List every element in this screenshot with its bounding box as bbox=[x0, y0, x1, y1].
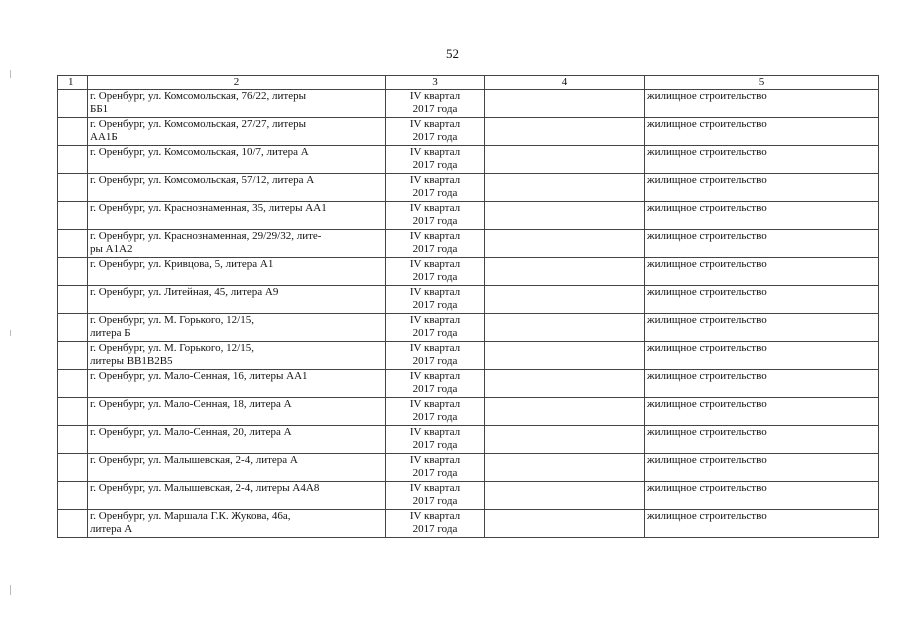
row-index-cell bbox=[58, 342, 88, 370]
address-line: г. Оренбург, ул. Малышевская, 2-4, литера А bbox=[90, 454, 298, 466]
date-line: IV квартал bbox=[409, 314, 461, 326]
row-index-cell bbox=[58, 482, 88, 510]
date-line: 2017 года bbox=[412, 495, 458, 507]
address-line: г. Оренбург, ул. Краснознаменная, 29/29/32, лите- bbox=[90, 230, 322, 242]
table-row bbox=[58, 370, 879, 398]
address-cell bbox=[88, 370, 386, 398]
date-cell bbox=[386, 286, 485, 314]
table-row bbox=[58, 146, 879, 174]
address-cell bbox=[88, 90, 386, 118]
empty-cell bbox=[485, 174, 645, 202]
date-line: IV квартал bbox=[409, 146, 461, 158]
date-line: 2017 года bbox=[412, 411, 458, 423]
purpose-cell: жилищное строительство bbox=[645, 370, 879, 398]
address-cell bbox=[88, 230, 386, 258]
date-line: 2017 года bbox=[412, 187, 458, 199]
table-row bbox=[58, 118, 879, 146]
date-line: IV квартал bbox=[409, 454, 461, 466]
date-cell bbox=[386, 454, 485, 482]
empty-cell bbox=[485, 202, 645, 230]
table-row bbox=[58, 230, 879, 258]
purpose-cell: жилищное строительство bbox=[645, 174, 879, 202]
date-line: IV квартал bbox=[409, 230, 461, 242]
empty-cell bbox=[485, 118, 645, 146]
document-table bbox=[57, 75, 879, 538]
row-index-cell bbox=[58, 426, 88, 454]
address-cell bbox=[88, 426, 386, 454]
address-cell bbox=[88, 202, 386, 230]
purpose-cell: жилищное строительство bbox=[645, 118, 879, 146]
column-header-1: 1 bbox=[58, 76, 88, 90]
address-line: ББ1 bbox=[90, 103, 109, 115]
address-line: г. Оренбург, ул. Краснознаменная, 35, литеры АА1 bbox=[90, 202, 327, 214]
date-cell bbox=[386, 426, 485, 454]
address-line: г. Оренбург, ул. Мало-Сенная, 16, литеры АА1 bbox=[90, 370, 308, 382]
date-cell bbox=[386, 314, 485, 342]
purpose-cell: жилищное строительство bbox=[645, 426, 879, 454]
row-index-cell bbox=[58, 202, 88, 230]
date-line: IV квартал bbox=[409, 286, 461, 298]
row-index-cell bbox=[58, 146, 88, 174]
table-row bbox=[58, 454, 879, 482]
table-row bbox=[58, 202, 879, 230]
date-line: 2017 года bbox=[412, 159, 458, 171]
empty-cell bbox=[485, 398, 645, 426]
purpose-cell: жилищное строительство bbox=[645, 202, 879, 230]
address-line: г. Оренбург, ул. Комсомольская, 57/12, литера А bbox=[90, 174, 315, 186]
purpose-cell: жилищное строительство bbox=[645, 342, 879, 370]
purpose-cell: жилищное строительство bbox=[645, 230, 879, 258]
scan-artifact-mark bbox=[10, 585, 11, 595]
empty-cell bbox=[485, 230, 645, 258]
date-line: IV квартал bbox=[409, 426, 461, 438]
date-line: 2017 года bbox=[412, 327, 458, 339]
date-cell bbox=[386, 146, 485, 174]
date-line: 2017 года bbox=[412, 243, 458, 255]
address-line: литеры ВВ1В2В5 bbox=[90, 355, 173, 367]
table-row bbox=[58, 258, 879, 286]
table-row bbox=[58, 398, 879, 426]
date-cell bbox=[386, 482, 485, 510]
purpose-cell: жилищное строительство bbox=[645, 286, 879, 314]
row-index-cell bbox=[58, 258, 88, 286]
date-line: 2017 года bbox=[412, 103, 458, 115]
date-line: IV квартал bbox=[409, 370, 461, 382]
purpose-cell: жилищное строительство bbox=[645, 482, 879, 510]
table-row bbox=[58, 342, 879, 370]
scan-artifact-mark bbox=[10, 70, 11, 78]
table-row bbox=[58, 482, 879, 510]
empty-cell bbox=[485, 426, 645, 454]
scan-artifact-mark bbox=[10, 330, 11, 336]
date-line: 2017 года bbox=[412, 355, 458, 367]
date-line: 2017 года bbox=[412, 523, 458, 535]
date-line: 2017 года bbox=[412, 383, 458, 395]
row-index-cell bbox=[58, 370, 88, 398]
purpose-cell: жилищное строительство bbox=[645, 314, 879, 342]
column-header-4: 4 bbox=[485, 76, 645, 90]
address-line: г. Оренбург, ул. Комсомольская, 27/27, литеры bbox=[90, 118, 306, 130]
date-cell bbox=[386, 230, 485, 258]
date-cell bbox=[386, 174, 485, 202]
row-index-cell bbox=[58, 230, 88, 258]
purpose-cell: жилищное строительство bbox=[645, 454, 879, 482]
address-line: г. Оренбург, ул. Маршала Г.К. Жукова, 46а, bbox=[90, 510, 291, 522]
empty-cell bbox=[485, 370, 645, 398]
address-line: г. Оренбург, ул. М. Горького, 12/15, bbox=[90, 314, 254, 326]
address-line: г. Оренбург, ул. Мало-Сенная, 18, литера А bbox=[90, 398, 292, 410]
date-cell bbox=[386, 342, 485, 370]
address-line: литера А bbox=[90, 523, 133, 535]
date-line: IV квартал bbox=[409, 510, 461, 522]
date-line: IV квартал bbox=[409, 342, 461, 354]
row-index-cell bbox=[58, 90, 88, 118]
address-cell bbox=[88, 398, 386, 426]
address-cell bbox=[88, 510, 386, 538]
address-cell bbox=[88, 482, 386, 510]
address-line: АА1Б bbox=[90, 131, 118, 143]
address-cell bbox=[88, 342, 386, 370]
date-line: IV квартал bbox=[409, 202, 461, 214]
date-cell bbox=[386, 202, 485, 230]
row-index-cell bbox=[58, 314, 88, 342]
address-line: ры А1А2 bbox=[90, 243, 133, 255]
date-cell bbox=[386, 90, 485, 118]
address-cell bbox=[88, 146, 386, 174]
date-cell bbox=[386, 370, 485, 398]
empty-cell bbox=[485, 314, 645, 342]
address-cell bbox=[88, 286, 386, 314]
date-cell bbox=[386, 258, 485, 286]
table-row bbox=[58, 286, 879, 314]
table-body bbox=[58, 90, 879, 538]
date-line: 2017 года bbox=[412, 467, 458, 479]
column-header-5: 5 bbox=[645, 76, 879, 90]
purpose-cell: жилищное строительство bbox=[645, 398, 879, 426]
address-line: литера Б bbox=[90, 327, 131, 339]
address-cell bbox=[88, 454, 386, 482]
date-line: 2017 года bbox=[412, 299, 458, 311]
empty-cell bbox=[485, 286, 645, 314]
purpose-cell: жилищное строительство bbox=[645, 258, 879, 286]
table-row bbox=[58, 90, 879, 118]
purpose-cell: жилищное строительство bbox=[645, 146, 879, 174]
page-number: 52 bbox=[446, 46, 459, 61]
table-row bbox=[58, 174, 879, 202]
row-index-cell bbox=[58, 398, 88, 426]
row-index-cell bbox=[58, 174, 88, 202]
date-line: 2017 года bbox=[412, 271, 458, 283]
date-line: IV квартал bbox=[409, 118, 461, 130]
row-index-cell bbox=[58, 118, 88, 146]
address-cell bbox=[88, 258, 386, 286]
address-line: г. Оренбург, ул. Малышевская, 2-4, литеры А4А8 bbox=[90, 482, 320, 494]
empty-cell bbox=[485, 90, 645, 118]
column-header-3: 3 bbox=[386, 76, 485, 90]
date-cell bbox=[386, 118, 485, 146]
date-line: IV квартал bbox=[409, 174, 461, 186]
empty-cell bbox=[485, 482, 645, 510]
empty-cell bbox=[485, 510, 645, 538]
table-row bbox=[58, 510, 879, 538]
address-line: г. Оренбург, ул. Мало-Сенная, 20, литера А bbox=[90, 426, 292, 438]
table-row bbox=[58, 314, 879, 342]
row-index-cell bbox=[58, 286, 88, 314]
row-index-cell bbox=[58, 454, 88, 482]
purpose-cell: жилищное строительство bbox=[645, 510, 879, 538]
date-line: IV квартал bbox=[409, 482, 461, 494]
date-line: IV квартал bbox=[409, 258, 461, 270]
date-line: 2017 года bbox=[412, 215, 458, 227]
date-line: 2017 года bbox=[412, 131, 458, 143]
address-line: г. Оренбург, ул. М. Горького, 12/15, bbox=[90, 342, 254, 354]
address-line: г. Оренбург, ул. Комсомольская, 10/7, литера А bbox=[90, 146, 309, 158]
address-cell bbox=[88, 314, 386, 342]
address-cell bbox=[88, 174, 386, 202]
table-header-row bbox=[58, 76, 879, 90]
empty-cell bbox=[485, 454, 645, 482]
date-line: IV квартал bbox=[409, 398, 461, 410]
address-cell bbox=[88, 118, 386, 146]
table-row bbox=[58, 426, 879, 454]
address-line: г. Оренбург, ул. Комсомольская, 76/22, литеры bbox=[90, 90, 306, 102]
date-cell bbox=[386, 510, 485, 538]
address-line: г. Оренбург, ул. Кривцова, 5, литера А1 bbox=[90, 258, 274, 270]
empty-cell bbox=[485, 258, 645, 286]
column-header-2: 2 bbox=[88, 76, 386, 90]
address-line: г. Оренбург, ул. Литейная, 45, литера А9 bbox=[90, 286, 279, 298]
date-line: IV квартал bbox=[409, 90, 461, 102]
row-index-cell bbox=[58, 510, 88, 538]
empty-cell bbox=[485, 146, 645, 174]
purpose-cell: жилищное строительство bbox=[645, 90, 879, 118]
date-cell bbox=[386, 398, 485, 426]
empty-cell bbox=[485, 342, 645, 370]
date-line: 2017 года bbox=[412, 439, 458, 451]
